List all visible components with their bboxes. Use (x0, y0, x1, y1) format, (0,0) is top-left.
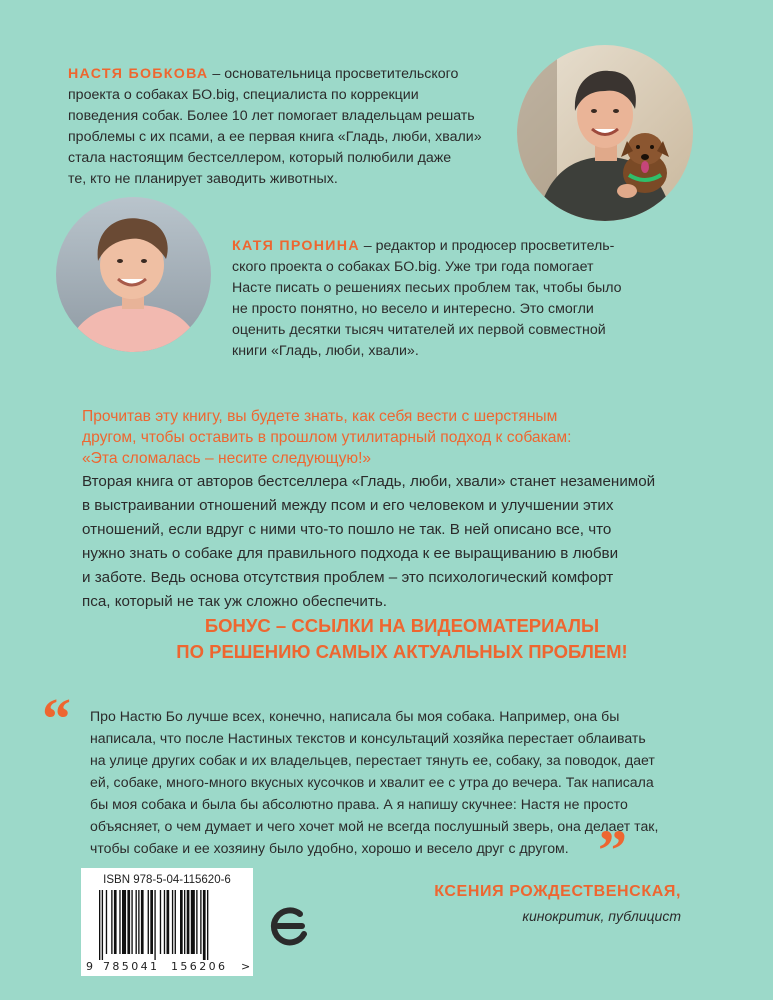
description (82, 470, 732, 614)
quote-author (434, 880, 681, 928)
lead-line: «Эта сломалась – несите следующую!» (82, 450, 372, 467)
author2-photo (56, 197, 211, 352)
bonus-line: ПО РЕШЕНИЮ САМЫХ АКТУАЛЬНЫХ ПРОБЛЕМ! (176, 641, 628, 662)
author1-bio (68, 64, 508, 190)
description-line: нужно знать о собаке для правильного подхода к ее выращиванию в любви (82, 545, 619, 562)
author1-bio-line: НАСТЯ БОБКОВА – основательница просветительского (68, 66, 459, 82)
description-line: пса, который не так уж сложно обеспечить. (82, 593, 388, 610)
author1-bio-line: проекта о собаках БО.big, специалиста по коррекции (68, 87, 419, 103)
author1-photo (517, 45, 693, 221)
quote-line: объясняет, о чем думает и чего хочет мой не всегда послушный зверь, она делает так, (90, 818, 659, 834)
author2-bio-line: Насте писать о решениях песьих проблем так, чтобы было (232, 280, 622, 296)
author1-photo-illustration (517, 45, 693, 221)
ean-digit-first: 9 (86, 960, 93, 973)
author2-bio-line: ского проекта о собаках БО.big. Уже три года помогает (232, 259, 594, 275)
quote-line: написала, что после Настиных текстов и консультаций хозяйка перестает облаивать (90, 730, 646, 746)
bonus-line: БОНУС – ССЫЛКИ НА ВИДЕОМАТЕРИАЛЫ (204, 615, 600, 636)
quote-text (90, 705, 740, 859)
quote-line: ей, собаке, много-много вкусных кусочков и хвалит ее с утра до вечера. Так написала (90, 774, 654, 790)
author2-photo-illustration (56, 197, 211, 352)
quote-line: бы моя собака и была бы абсолютно права. А я напишу скучнее: Настя не просто (90, 796, 628, 812)
description-line: в выстраивании отношений между псом и его человеком и улучшении этих (82, 497, 614, 514)
author1-bio-line: поведения собак. Более 10 лет помогает владельцам решать (68, 108, 475, 124)
lead-line: другом, чтобы оставить в прошлом утилитарный подход к собакам: (82, 429, 572, 446)
bonus-heading (82, 613, 722, 665)
ean-digit-after: > (241, 960, 251, 973)
description-line: отношений, если вдруг с ними что-то пошло не так. В ней описано все, что (82, 521, 612, 538)
quote-line: на улице других собак и их владельцев, перестает тянуть ее, собаку, за поводок, дает (90, 752, 655, 768)
isbn-barcode (81, 868, 253, 976)
author1-bio-line: проблемы с их псами, а ее первая книга «Гладь, люби, хвали» (68, 129, 482, 145)
ean-digits-right: 156206 (171, 960, 228, 973)
quote-line: Про Настю Бо лучше всех, конечно, написала бы моя собака. Например, она бы (90, 708, 620, 724)
quote-close-icon: ” (598, 818, 627, 883)
eksmo-logo-icon (264, 900, 316, 952)
description-line: и заботе. Ведь основа отсутствия проблем – это психологический комфорт (82, 569, 614, 586)
author1-bio-line: те, кто не планирует заводить животных. (68, 171, 338, 187)
author2-bio-line: не просто понятно, но весело и интересно. Это смогли (232, 301, 594, 317)
quote-line: чтобы собаке и ее хозяину было удобно, хорошо и весело друг с другом. (90, 840, 569, 856)
quote-author-name: КСЕНИЯ РОЖДЕСТВЕНСКАЯ, (434, 883, 681, 900)
barcode-icon (97, 890, 247, 960)
ean-digits-left: 785041 (103, 960, 160, 973)
quote-open-icon: “ (42, 686, 71, 751)
lead-line: Прочитав эту книгу, вы будете знать, как себя вести с шерстяным (82, 408, 558, 425)
author2-bio-line: КАТЯ ПРОНИНА – редактор и продюсер просветитель- (232, 238, 615, 254)
author2-name: КАТЯ ПРОНИНА (232, 238, 360, 254)
author2-bio (232, 236, 702, 362)
author2-bio-line: книги «Гладь, люби, хвали». (232, 343, 419, 359)
isbn-label: ISBN 978-5-04-115620-6 (103, 874, 231, 886)
author1-bio-line: стала настоящим бестселлером, который полюбили даже (68, 150, 452, 166)
quote-author-role: кинокритик, публицист (522, 908, 681, 924)
description-line: Вторая книга от авторов бестселлера «Гладь, люби, хвали» станет незаменимой (82, 473, 656, 490)
author1-name: НАСТЯ БОБКОВА (68, 66, 209, 82)
author2-bio-line: оценить десятки тысяч читателей их первой совместной (232, 322, 606, 338)
lead-text (82, 406, 722, 469)
